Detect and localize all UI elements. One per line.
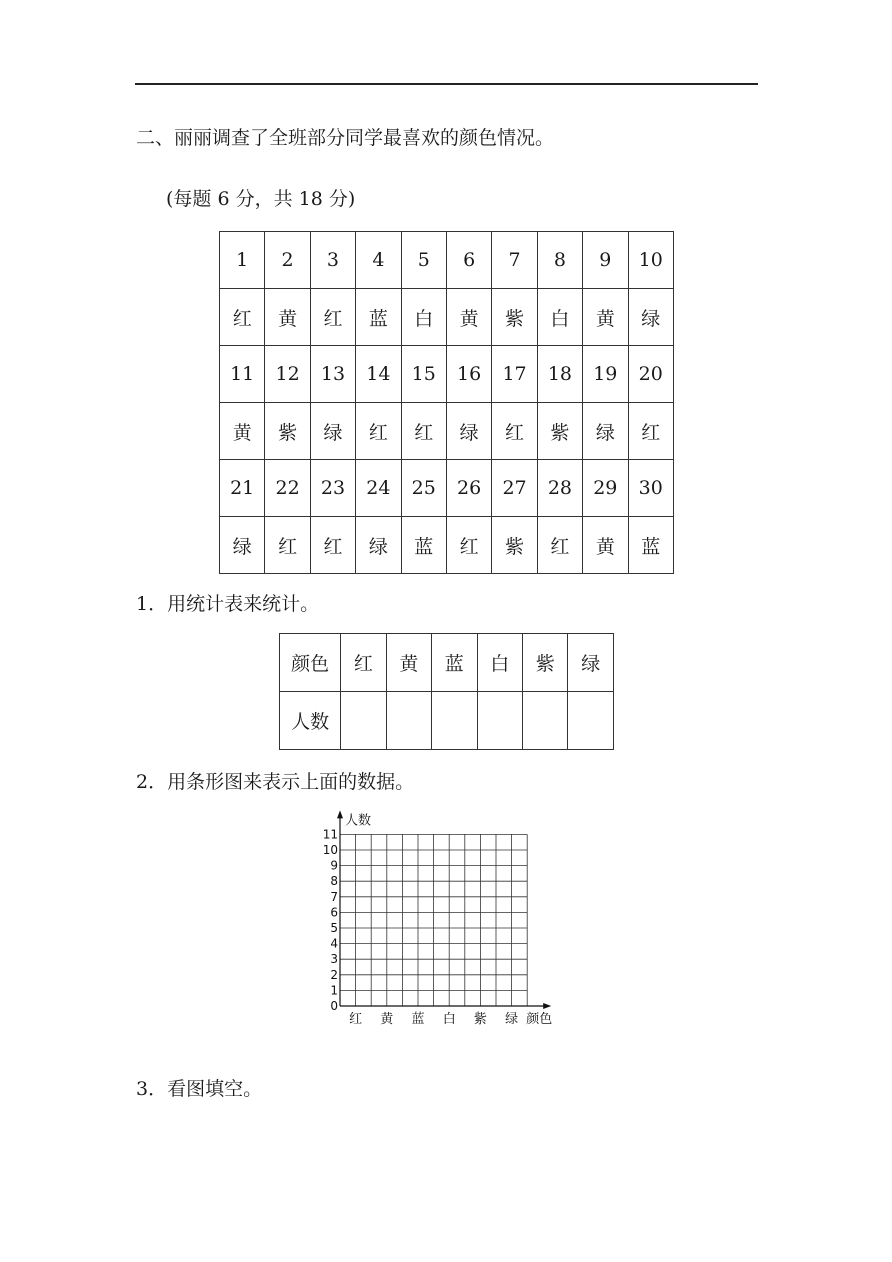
survey-student-number: 28 xyxy=(537,460,582,517)
x-category-label: 黄 xyxy=(380,1012,394,1027)
x-category-label: 红 xyxy=(349,1012,363,1027)
tally-count-cell-blue[interactable] xyxy=(432,692,477,750)
survey-favorite-color: 黄 xyxy=(583,289,628,346)
survey-student-number: 21 xyxy=(220,460,265,517)
survey-student-number: 3 xyxy=(310,232,355,289)
tally-color-blue: 蓝 xyxy=(432,634,477,692)
survey-favorite-color: 白 xyxy=(537,289,582,346)
tally-table xyxy=(279,633,614,750)
tally-color-white: 白 xyxy=(477,634,522,692)
survey-number-row xyxy=(220,232,674,289)
survey-student-number: 8 xyxy=(537,232,582,289)
points-note: (每题 6 分，共 18 分) xyxy=(166,188,356,210)
survey-student-number: 24 xyxy=(356,460,401,517)
survey-student-number: 18 xyxy=(537,346,582,403)
survey-favorite-color: 绿 xyxy=(356,517,401,574)
survey-favorite-color: 红 xyxy=(401,403,446,460)
survey-student-number: 15 xyxy=(401,346,446,403)
tally-color-green: 绿 xyxy=(568,634,614,692)
survey-favorite-color: 蓝 xyxy=(401,517,446,574)
y-tick-label: 5 xyxy=(330,921,338,935)
top-rule xyxy=(135,83,758,85)
x-category-label: 紫 xyxy=(473,1012,487,1027)
survey-student-number: 5 xyxy=(401,232,446,289)
tally-count-label: 人数 xyxy=(280,692,341,750)
survey-student-number: 6 xyxy=(446,232,491,289)
survey-favorite-color: 绿 xyxy=(446,403,491,460)
tally-color-red: 红 xyxy=(341,634,386,692)
y-axis-label: 人数 xyxy=(345,813,372,829)
tally-count-cell-red[interactable] xyxy=(341,692,386,750)
x-category-label: 蓝 xyxy=(411,1012,425,1027)
survey-favorite-color: 红 xyxy=(356,403,401,460)
survey-student-number: 7 xyxy=(492,232,537,289)
survey-favorite-color: 蓝 xyxy=(356,289,401,346)
survey-student-number: 30 xyxy=(628,460,673,517)
tally-count-cell-green[interactable] xyxy=(568,692,614,750)
survey-student-number: 17 xyxy=(492,346,537,403)
survey-color-row xyxy=(220,289,674,346)
survey-student-number: 13 xyxy=(310,346,355,403)
question-1: 1．用统计表来统计。 xyxy=(136,593,320,615)
survey-student-number: 14 xyxy=(356,346,401,403)
x-category-label: 绿 xyxy=(505,1012,519,1027)
y-tick-label: 1 xyxy=(330,983,338,998)
y-tick-label: 10 xyxy=(322,843,338,857)
survey-student-number: 22 xyxy=(265,460,310,517)
survey-favorite-color: 蓝 xyxy=(628,517,673,574)
survey-student-number: 29 xyxy=(583,460,628,517)
survey-student-number: 26 xyxy=(446,460,491,517)
survey-favorite-color: 红 xyxy=(492,403,537,460)
survey-favorite-color: 紫 xyxy=(492,517,537,574)
survey-favorite-color: 紫 xyxy=(537,403,582,460)
survey-favorite-color: 绿 xyxy=(628,289,673,346)
survey-favorite-color: 白 xyxy=(401,289,446,346)
survey-favorite-color: 黄 xyxy=(583,517,628,574)
survey-student-number: 12 xyxy=(265,346,310,403)
y-tick-label: 2 xyxy=(330,967,338,982)
survey-favorite-color: 绿 xyxy=(583,403,628,460)
y-tick-label: 8 xyxy=(330,874,338,889)
tally-count-cell-white[interactable] xyxy=(477,692,522,750)
survey-student-number: 19 xyxy=(583,346,628,403)
x-axis-arrow xyxy=(543,1003,551,1009)
x-axis-label: 颜色 xyxy=(526,1012,553,1027)
survey-favorite-color: 紫 xyxy=(492,289,537,346)
survey-student-number: 23 xyxy=(310,460,355,517)
y-tick-label: 7 xyxy=(330,889,338,904)
survey-favorite-color: 黄 xyxy=(220,403,265,460)
survey-student-number: 16 xyxy=(446,346,491,403)
tally-header-label: 颜色 xyxy=(280,634,341,692)
survey-favorite-color: 红 xyxy=(537,517,582,574)
survey-favorite-color: 红 xyxy=(628,403,673,460)
survey-favorite-color: 黄 xyxy=(446,289,491,346)
survey-color-row xyxy=(220,517,674,574)
survey-student-number: 2 xyxy=(265,232,310,289)
y-tick-label: 9 xyxy=(330,858,338,873)
y-tick-label: 6 xyxy=(330,905,338,920)
x-category-label: 白 xyxy=(442,1012,456,1027)
question-3: 3．看图填空。 xyxy=(136,1078,263,1100)
survey-favorite-color: 红 xyxy=(220,289,265,346)
survey-student-number: 1 xyxy=(220,232,265,289)
survey-student-number: 25 xyxy=(401,460,446,517)
y-tick-label: 11 xyxy=(322,827,338,842)
survey-favorite-color: 紫 xyxy=(265,403,310,460)
survey-favorite-color: 红 xyxy=(446,517,491,574)
survey-student-number: 10 xyxy=(628,232,673,289)
tally-color-purple: 紫 xyxy=(523,634,568,692)
tally-color-yellow: 黄 xyxy=(386,634,431,692)
y-axis-arrow xyxy=(337,810,343,818)
survey-number-row xyxy=(220,346,674,403)
survey-table xyxy=(219,231,674,574)
survey-favorite-color: 红 xyxy=(310,289,355,346)
survey-favorite-color: 绿 xyxy=(310,403,355,460)
survey-student-number: 27 xyxy=(492,460,537,517)
tally-count-cell-yellow[interactable] xyxy=(386,692,431,750)
y-tick-label: 0 xyxy=(330,999,338,1013)
survey-favorite-color: 绿 xyxy=(220,517,265,574)
question-2: 2．用条形图来表示上面的数据。 xyxy=(136,771,415,793)
survey-color-row xyxy=(220,403,674,460)
section-title: 二、丽丽调查了全班部分同学最喜欢的颜色情况。 xyxy=(136,127,555,149)
survey-favorite-color: 红 xyxy=(265,517,310,574)
survey-number-row xyxy=(220,460,674,517)
survey-student-number: 11 xyxy=(220,346,265,403)
tally-count-cell-purple[interactable] xyxy=(523,692,568,750)
survey-favorite-color: 红 xyxy=(310,517,355,574)
survey-student-number: 9 xyxy=(583,232,628,289)
survey-favorite-color: 黄 xyxy=(265,289,310,346)
bar-chart xyxy=(318,806,578,1031)
survey-student-number: 4 xyxy=(356,232,401,289)
y-tick-label: 3 xyxy=(330,952,338,967)
y-tick-label: 4 xyxy=(330,936,338,951)
survey-student-number: 20 xyxy=(628,346,673,403)
